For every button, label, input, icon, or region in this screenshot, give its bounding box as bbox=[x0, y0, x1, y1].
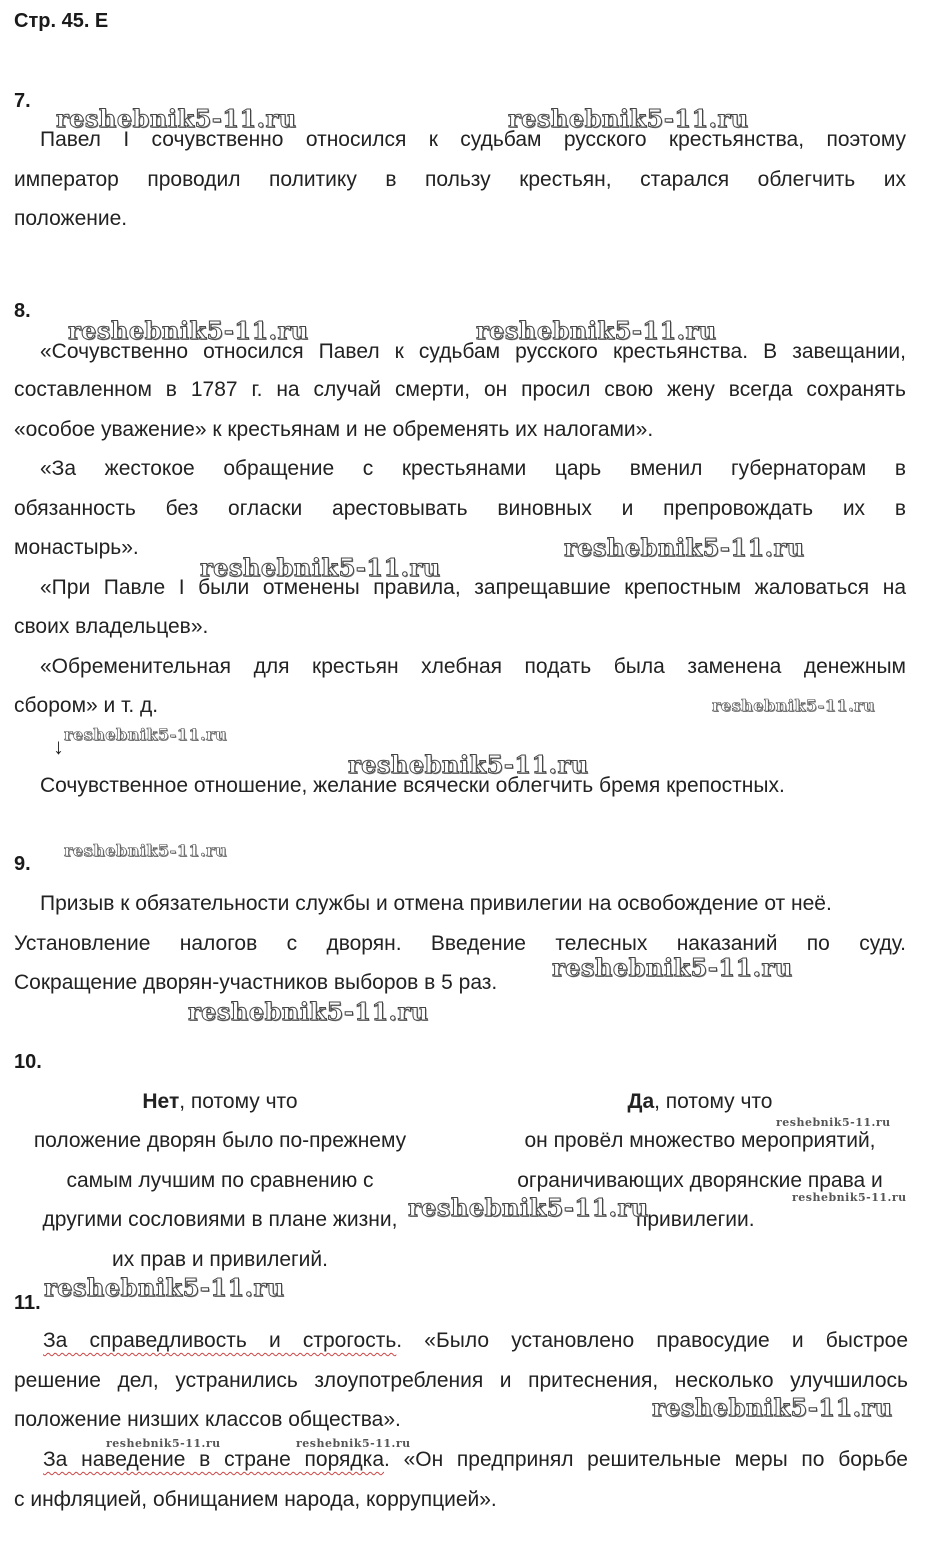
q9-line-3: Сокращение дворян-участников выборов в 5 раз. bbox=[14, 971, 498, 994]
question-8-number: 8. bbox=[14, 300, 31, 322]
q8-line-1: «Сочувственно относился Павел к судьбам русского крестьянства. В завещании, bbox=[40, 340, 906, 363]
q8-line-6: монастырь». bbox=[14, 536, 139, 559]
watermark: reshebnik5-11.ru bbox=[792, 1191, 907, 1204]
q8-line-5: обязанность без огласки арестовывать виновных и препровождать их в bbox=[14, 497, 906, 520]
watermark: reshebnik5-11.ru bbox=[552, 953, 793, 982]
q11-p1-line-2: решение дел, устранились злоупотребления и притеснения, несколько улучшилось bbox=[14, 1369, 908, 1392]
watermark: reshebnik5-11.ru bbox=[44, 1273, 285, 1302]
question-10-number: 10. bbox=[14, 1051, 42, 1073]
watermark: reshebnik5-11.ru bbox=[476, 316, 717, 345]
arrow-down-icon: ↓ bbox=[53, 734, 64, 759]
watermark: reshebnik5-11.ru bbox=[712, 696, 876, 715]
watermark: reshebnik5-11.ru bbox=[56, 104, 297, 133]
q10-no-line-1: положение дворян было по-прежнему bbox=[33, 1129, 407, 1152]
q8-conclusion: Сочувственное отношение, желание всячески облегчить бремя крепостных. bbox=[40, 774, 785, 797]
watermark: reshebnik5-11.ru bbox=[348, 750, 589, 779]
question-7-number: 7. bbox=[14, 90, 31, 112]
watermark: reshebnik5-11.ru bbox=[64, 725, 228, 744]
watermark: reshebnik5-11.ru bbox=[508, 104, 749, 133]
q10-yes-line-1: он провёл множество мероприятий, bbox=[524, 1129, 876, 1152]
q11-p1-line-1-rest: . «Было установлено правосудие и быстрое bbox=[396, 1329, 908, 1352]
q8-line-3: «особое уважение» к крестьянам и не обременять их налогами». bbox=[14, 418, 654, 441]
watermark: reshebnik5-11.ru bbox=[776, 1116, 891, 1129]
q11-p1-line-1 bbox=[43, 1329, 908, 1353]
watermark: reshebnik5-11.ru bbox=[200, 553, 441, 582]
watermark: reshebnik5-11.ru bbox=[652, 1393, 893, 1422]
q10-yes-line-3: привилегии. bbox=[636, 1208, 755, 1231]
question-11-number: 11. bbox=[14, 1292, 41, 1314]
q10-yes-heading bbox=[490, 1090, 910, 1114]
q7-line-3: положение. bbox=[14, 207, 128, 230]
watermark: reshebnik5-11.ru bbox=[296, 1437, 411, 1450]
watermark: reshebnik5-11.ru bbox=[408, 1193, 649, 1222]
q10-no-heading bbox=[14, 1090, 426, 1114]
watermark: reshebnik5-11.ru bbox=[64, 841, 228, 860]
q10-yes-rest: , потому что bbox=[654, 1090, 773, 1113]
watermark: reshebnik5-11.ru bbox=[188, 997, 429, 1026]
q8-line-10: сбором» и т. д. bbox=[14, 694, 159, 717]
q10-no-rest: , потому что bbox=[179, 1090, 298, 1113]
q8-line-9: «Обременительная для крестьян хлебная подать была заменена денежным bbox=[40, 655, 906, 678]
q9-line-2: Установление налогов с дворян. Введение телесных наказаний по суду. bbox=[14, 932, 906, 955]
q11-p1-underlined: За справедливость и строгость bbox=[43, 1329, 397, 1352]
page-title: Стр. 45. Е bbox=[14, 10, 109, 32]
question-9-number: 9. bbox=[14, 853, 31, 875]
q11-p1-line-3: положение низших классов общества». bbox=[14, 1408, 401, 1431]
q9-line-1: Призыв к обязательности службы и отмена привилегии на освобождение от неё. bbox=[40, 892, 832, 915]
q8-line-7: «При Павле I были отменены правила, запрещавшие крепостным жаловаться на bbox=[40, 576, 906, 599]
q11-p2-line-1-rest: . «Он предпринял решительные меры по борьбе bbox=[384, 1448, 908, 1471]
q10-no-line-2: самым лучшим по сравнению с bbox=[66, 1169, 374, 1192]
q11-p2-line-2: с инфляцией, обнищанием народа, коррупцией». bbox=[14, 1488, 497, 1511]
watermark: reshebnik5-11.ru bbox=[564, 533, 805, 562]
q8-line-2: составленном в 1787 г. на случай смерти, он просил свою жену всегда сохранять bbox=[14, 378, 906, 401]
q10-no-bold: Нет bbox=[142, 1090, 180, 1113]
watermark: reshebnik5-11.ru bbox=[68, 316, 309, 345]
q8-line-8: своих владельцев». bbox=[14, 615, 209, 638]
q8-line-4: «За жестокое обращение с крестьянами царь вменил губернаторам в bbox=[40, 457, 906, 480]
q7-line-2: император проводил политику в пользу крестьян, старался облегчить их bbox=[14, 168, 906, 191]
q10-yes-bold: Да bbox=[627, 1090, 655, 1113]
q11-p2-line-1 bbox=[43, 1448, 908, 1472]
watermark: reshebnik5-11.ru bbox=[106, 1437, 221, 1450]
q7-line-1: Павел I сочувственно относился к судьбам русского крестьянства, поэтому bbox=[40, 128, 906, 151]
q10-no-line-3: другими сословиями в плане жизни, bbox=[42, 1208, 398, 1231]
q10-yes-line-2: ограничивающих дворянские права и bbox=[517, 1169, 883, 1192]
q11-p2-underlined: За наведение в стране порядка bbox=[43, 1448, 385, 1471]
q10-no-line-4: их прав и привилегий. bbox=[112, 1248, 328, 1271]
